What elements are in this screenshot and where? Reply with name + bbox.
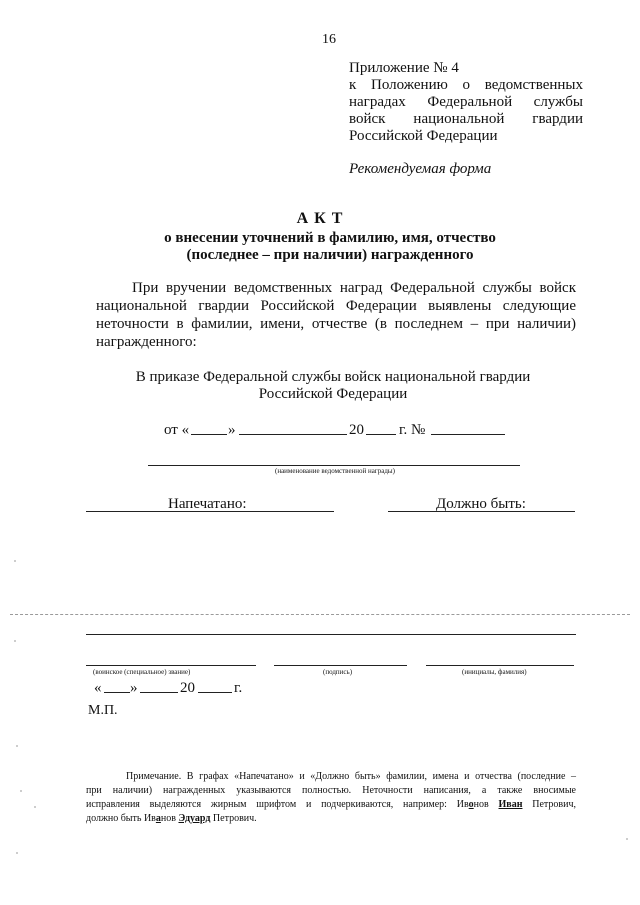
scan-speck xyxy=(16,852,18,854)
date-day-field[interactable] xyxy=(191,434,227,435)
award-name-caption: (наименование ведомственной награды) xyxy=(275,467,395,475)
paragraph-line: неточности в фамилии, имени, отчестве (в последнем – при наличии) xyxy=(96,316,576,332)
date-year-label: 20 xyxy=(349,422,364,438)
appendix-line: к Положению о ведомственных xyxy=(349,77,583,93)
sign-date-year: 20 xyxy=(180,680,195,696)
act-subtitle: о внесении уточнений в фамилию, имя, отчество xyxy=(164,230,496,246)
act-subtitle: (последнее – при наличии) награжденного xyxy=(186,247,474,263)
appendix-line: войск национальной гвардии xyxy=(349,111,583,127)
appendix-title: Приложение № 4 xyxy=(349,60,459,76)
signature-field[interactable] xyxy=(274,665,407,666)
scan-speck xyxy=(16,745,18,747)
note-text: нов xyxy=(160,813,179,824)
appendix-line: наградах Федеральной службы xyxy=(349,94,583,110)
date-month-field[interactable] xyxy=(239,434,347,435)
appendix-line: Российской Федерации xyxy=(349,128,498,144)
note-line: при наличии) награжденных указываются полностью. Неточности написания, а также вносимые xyxy=(86,785,576,796)
order-line: В приказе Федеральной службы войск национальной гвардии xyxy=(135,369,531,385)
scan-speck xyxy=(14,640,16,642)
scan-speck xyxy=(14,560,16,562)
note-text: исправления выделяются жирным шрифтом и подчеркиваются, например: Ив xyxy=(86,799,469,810)
signature-caption: (подпись) xyxy=(323,668,353,676)
order-number-field[interactable] xyxy=(431,434,505,435)
date-year-field[interactable] xyxy=(366,434,396,435)
scan-speck xyxy=(626,838,628,840)
note-text: Петрович, xyxy=(522,799,576,810)
note-text: нов xyxy=(473,799,499,810)
scan-speck xyxy=(34,806,36,808)
sign-date-year-field[interactable] xyxy=(198,692,232,693)
order-number-label: г. № xyxy=(399,422,426,438)
note-line: Примечание. В графах «Напечатано» и «Должно быть» фамилии, имена и отчества (последние – xyxy=(126,771,576,782)
note-text: должно быть Ив xyxy=(86,813,156,824)
note-text: Петрович. xyxy=(210,813,257,824)
should-be-label: Должно быть: xyxy=(436,496,526,512)
rank-caption: (воинское (специальное) звание) xyxy=(93,668,191,676)
initials-caption: (инициалы, фамилия) xyxy=(462,668,527,676)
recommended-form: Рекомендуемая форма xyxy=(349,161,492,177)
highlight-name: Эдуард xyxy=(178,813,211,824)
act-title: А К Т xyxy=(296,210,344,227)
scan-divider xyxy=(10,614,630,615)
paragraph-line: награжденного: xyxy=(96,334,197,350)
scan-speck xyxy=(20,790,22,792)
highlight-name: Иван xyxy=(498,799,523,810)
initials-field[interactable] xyxy=(426,665,574,666)
sign-date-day-field[interactable] xyxy=(104,692,130,693)
sign-date-open: « xyxy=(94,680,102,696)
highlight-letter: о xyxy=(468,799,474,810)
paragraph-line: национальной гвардии Российской Федерации выявлены следующие xyxy=(96,298,576,314)
note-block xyxy=(86,770,576,826)
printed-field[interactable] xyxy=(86,511,334,512)
page-number: 16 xyxy=(322,32,336,47)
note-line xyxy=(86,798,576,812)
note-line xyxy=(86,812,576,826)
separator-line xyxy=(86,634,576,635)
rank-field[interactable] xyxy=(86,665,256,666)
should-be-field[interactable] xyxy=(388,511,575,512)
date-from-label: от « xyxy=(164,422,190,438)
sign-date-month-field[interactable] xyxy=(140,692,178,693)
appendix-block xyxy=(349,60,583,178)
sign-date-suffix: г. xyxy=(234,680,243,696)
printed-label: Напечатано: xyxy=(168,496,247,512)
highlight-letter: а xyxy=(155,813,161,824)
sign-date-close: » xyxy=(130,680,138,696)
order-line: Российской Федерации xyxy=(258,386,408,402)
paragraph-line: При вручении ведомственных наград Федеральной службы войск xyxy=(132,280,576,296)
intro-paragraph xyxy=(96,279,576,351)
stamp-label: М.П. xyxy=(88,703,118,718)
award-name-field[interactable] xyxy=(148,465,520,466)
date-close-quote: » xyxy=(228,422,236,438)
